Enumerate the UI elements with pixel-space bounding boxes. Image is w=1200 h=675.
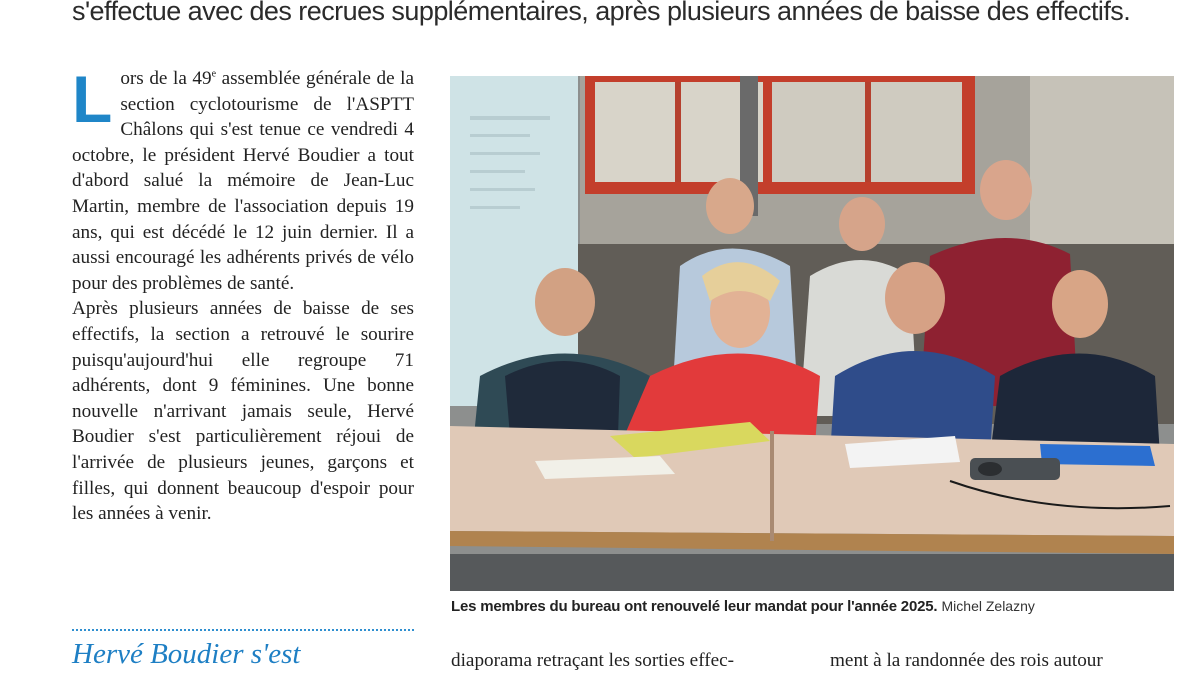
section-subheading: Hervé Boudier s'est (72, 638, 301, 670)
drop-cap: L (72, 62, 113, 136)
column-3-continuation: ment à la randonnée des rois autour (830, 650, 1103, 671)
photo-credit: Michel Zelazny (941, 598, 1035, 614)
paragraph-1-text-b: assemblée générale de la section cyclotourisme de l'ASPTT Châlons qui s'est tenue ce vendredi 4 octobre, le président Hervé Boudier a tout d'abord salué la mémoire de Jean-Luc Martin, membre de l'association depuis 19 ans, qui est décédé le 12 juin dernier. Il a aussi encouragé les adhérents privés de vélo pour des problèmes de santé. (72, 68, 414, 294)
paragraph-1-text-a: ors de la 49 (120, 68, 212, 89)
article-column (72, 62, 414, 527)
column-2-continuation: diaporama retraçant les sorties effec- (451, 650, 735, 671)
paragraph-1 (72, 62, 414, 296)
group-photo-illustration (450, 76, 1174, 591)
paragraph-2: Après plusieurs années de baisse de ses effectifs, la section a retrouvé le sourire puisqu'aujourd'hui elle regroupe 71 adhérents, dont 9 féminines. Une bonne nouvelle n'arrivant jamais seule, Hervé Boudier s'est particulièrement réjoui de l'arrivée de plusieurs jeunes, garçons et filles, qui donnent beaucoup d'espoir pour les années à venir. (72, 298, 414, 525)
group-photo (450, 76, 1174, 591)
lead-paragraph: s'effectue avec des recrues supplémentaires, après plusieurs années de baisse des effectifs. (72, 0, 1131, 26)
photo-caption (451, 598, 1035, 615)
caption-text: Les membres du bureau ont renouvelé leur mandat pour l'année 2025. (451, 598, 938, 615)
ordinal-superscript: e (211, 68, 217, 80)
section-divider (72, 629, 414, 631)
